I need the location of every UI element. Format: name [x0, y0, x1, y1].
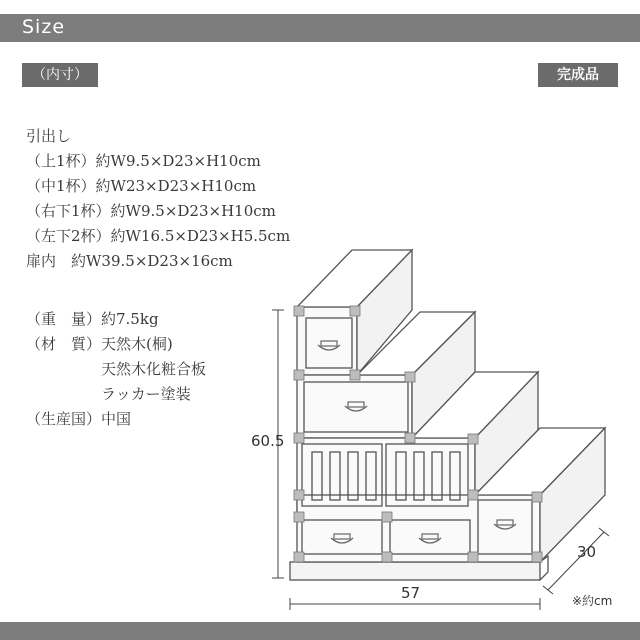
spec-line: （左下2杯）約W16.5×D23×H5.5cm [26, 227, 291, 245]
height-dimension: 60.5 [251, 432, 285, 450]
detail-line: （重 量）約7.5kg [26, 310, 159, 328]
finished-product-tag: 完成品 [538, 63, 618, 87]
footer-bar [0, 622, 640, 640]
unit-note: ※約cm [572, 594, 613, 608]
base-plinth [290, 562, 540, 580]
inner-size-tag: （内寸） [22, 63, 98, 87]
detail-line: ラッカー塗装 [26, 385, 191, 403]
detail-line: （生産国）中国 [26, 410, 132, 428]
spec-line: （中1杯）約W23×D23×H10cm [26, 177, 257, 195]
depth-dimension: 30 [577, 543, 597, 561]
detail-line: （材 質）天然木(桐) [26, 335, 173, 353]
spec-line: （上1杯）約W9.5×D23×H10cm [26, 152, 261, 170]
header-title: Size [22, 16, 66, 38]
spec-line: （右下1杯）約W9.5×D23×H10cm [26, 202, 276, 220]
spec-line: 扉内 約W39.5×D23×16cm [26, 252, 233, 270]
width-dimension: 57 [401, 584, 421, 602]
detail-line: 天然木化粧合板 [26, 360, 207, 378]
spec-line: 引出し [26, 127, 72, 145]
